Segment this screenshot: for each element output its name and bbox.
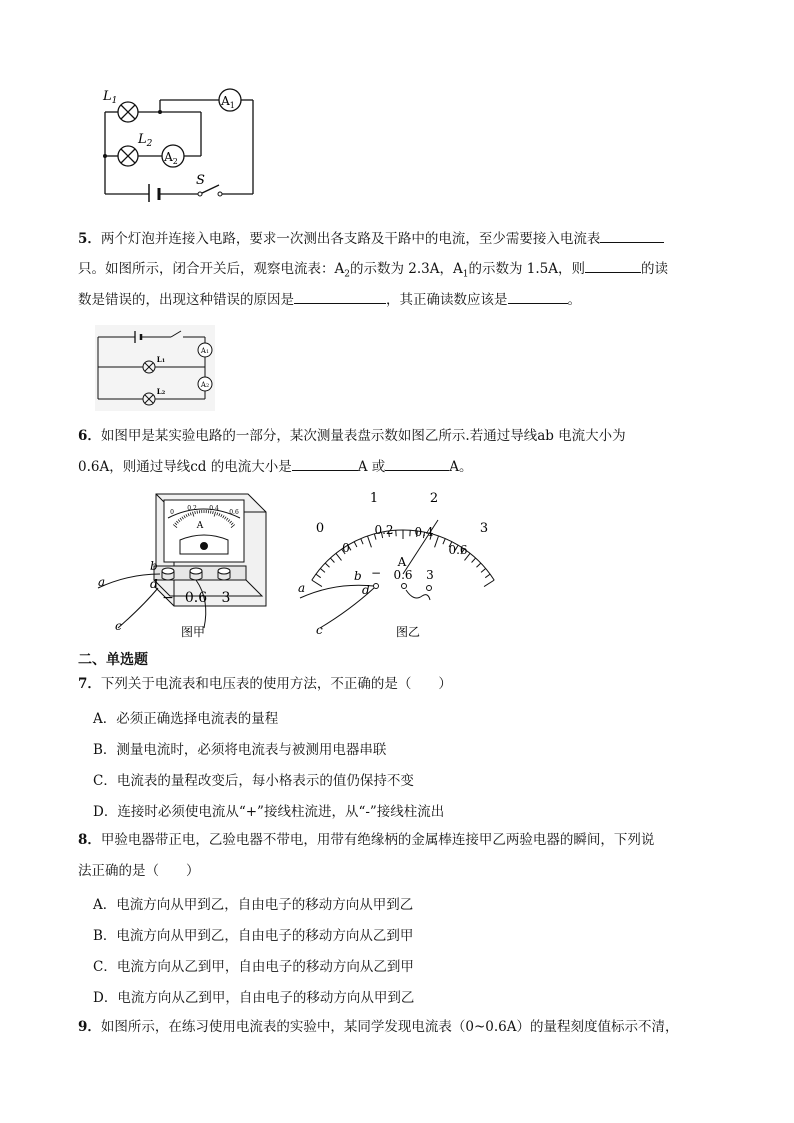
scale-tick [435, 536, 439, 547]
q5-blank-1[interactable] [600, 228, 664, 243]
ammeter-device-figure [88, 488, 278, 640]
q7-option-a[interactable]: A．必须正确选择电流表的量程 [93, 711, 279, 727]
q5-text-2: 只。如图所示，闭合开关后，观察电流表：A [78, 261, 345, 277]
svg-text:0: 0 [342, 541, 350, 555]
svg-text:a: a [98, 575, 106, 589]
q8-option-d[interactable]: D．电流方向从乙到甲，自由电子的移动方向从甲到乙 [93, 990, 415, 1006]
scale-tick [354, 542, 357, 547]
svg-text:d: d [150, 577, 158, 591]
dial-tick [197, 511, 198, 514]
q5-text-6: 数是错误的，出现这种错误的原因是 [78, 292, 294, 308]
scale-tick [361, 539, 363, 545]
q9-number: 9． [78, 1019, 101, 1035]
q7-option-c[interactable]: C．电流表的量程改变后，每小格表示的值仍保持不变 [93, 773, 414, 789]
q6-blank-1[interactable] [292, 456, 358, 471]
q7-option-d[interactable]: D．连接时必须使电流从“+”接线柱流进，从“-”接线柱流出 [93, 804, 445, 820]
svg-text:−: − [370, 566, 382, 580]
q5-blank-3[interactable] [294, 289, 386, 304]
scale-tick [367, 536, 371, 547]
scale-tick [485, 574, 490, 578]
svg-text:0.4: 0.4 [414, 525, 434, 539]
svg-text:3: 3 [426, 568, 434, 582]
q5-line1 [78, 228, 664, 249]
q7-number: 7． [78, 676, 101, 692]
q5-line2: 只。如图所示，闭合开关后，观察电流表：$A_2$的示数为 2.3A，$A_1$的示数为 1.5A，则 的读 [78, 258, 668, 285]
label-l1: $L_1$ [103, 89, 118, 106]
svg-text:0.6: 0.6 [229, 509, 239, 516]
scale-tick [476, 563, 480, 567]
svg-text:d: d [362, 583, 370, 597]
svg-text:0.2: 0.2 [187, 505, 197, 512]
q5-blank-2[interactable] [585, 258, 641, 273]
svg-text:A: A [397, 555, 407, 569]
svg-text:0.2: 0.2 [374, 523, 394, 537]
q6-text-1: 如图甲是某实验电路的一部分，某次测量表盘示数如图乙所示.若通过导线ab 电流大小为 [100, 428, 626, 444]
q6-text-4: A。 [449, 459, 473, 475]
scale-tick [325, 563, 329, 567]
circuit-figure-2 [95, 325, 215, 411]
scale-tick [316, 574, 321, 578]
q6-number: 6． [78, 428, 101, 444]
svg-text:b: b [150, 559, 158, 573]
q5-text-4: 的示数为 1.5A，则 [468, 261, 585, 277]
svg-text:0.6: 0.6 [393, 568, 413, 582]
svg-text:3: 3 [479, 521, 489, 536]
q5-line3 [78, 289, 581, 310]
q8-option-b[interactable]: B．电流方向从甲到乙，自由电子的移动方向从乙到甲 [93, 928, 414, 944]
svg-text:a: a [298, 581, 306, 595]
q6-line1 [78, 426, 626, 446]
q8-option-c[interactable]: C．电流方向从乙到甲，自由电子的移动方向从乙到甲 [93, 959, 414, 975]
q5-text-5: 的读 [641, 261, 668, 277]
scale-tick [481, 568, 486, 572]
q6-text-3: A 或 [357, 459, 386, 475]
q8-number: 8． [78, 832, 101, 848]
scale-tick [336, 553, 342, 560]
svg-text:A: A [196, 521, 204, 531]
svg-text:c: c [316, 623, 323, 637]
q6-text-2: 0.6A，则通过导线cd 的电流大小是 [78, 459, 292, 475]
svg-text:b: b [354, 569, 362, 583]
caption-fig-a: 图甲 [180, 625, 206, 639]
svg-text:L2: L2 [156, 387, 166, 396]
scale-tick [484, 580, 494, 586]
ammeter-scale-figure [290, 488, 500, 640]
svg-text:1: 1 [369, 491, 379, 506]
q8-stem-line1: 8．甲验电器带正电，乙验电器不带电，用带有绝缘柄的金属棒连接甲乙两验电器的瞬间，下列说 [78, 832, 655, 848]
q9-stem: 9．如图所示，在练习使用电流表的实验中，某同学发现电流表（0~0.6A）的量程刻度值标示不清， [78, 1019, 679, 1035]
svg-text:A2: A2 [200, 381, 210, 389]
scale-tick [312, 580, 322, 586]
q8-stem-line2: 法正确的是（ ） [78, 863, 200, 879]
svg-text:0.6: 0.6 [184, 590, 208, 606]
q7-option-b[interactable]: B．测量电流时，必须将电流表与被测用电器串联 [93, 742, 387, 758]
svg-text:0: 0 [170, 509, 174, 516]
q8-option-a[interactable]: A．电流方向从甲到乙，自由电子的移动方向从甲到乙 [93, 897, 414, 913]
svg-text:−: − [162, 590, 174, 606]
svg-text:0: 0 [315, 521, 325, 536]
scale-tick [320, 568, 325, 572]
q5-blank-4[interactable] [508, 289, 568, 304]
scale-tick [472, 558, 476, 562]
q5-text-1: 两个灯泡并连接入电路，要求一次测出各支路及干路中的电流，至少需要接入电流表 [100, 231, 601, 247]
caption-fig-b: 图乙 [395, 625, 421, 639]
svg-text:c: c [115, 619, 122, 633]
q6-blank-2[interactable] [385, 456, 449, 471]
section-heading: 二、单选题 [78, 652, 148, 668]
svg-text:0.4: 0.4 [209, 505, 219, 512]
q5-text-3: 的示数为 2.3A，A [349, 261, 463, 277]
label-s: S [196, 173, 205, 188]
svg-text:A1: A1 [200, 347, 210, 355]
label-l2: $L_2$ [138, 132, 153, 149]
label-a2: $A_2$ [164, 150, 178, 166]
scale-tick [443, 539, 445, 545]
svg-text:3: 3 [221, 590, 231, 606]
svg-text:L1: L1 [156, 355, 166, 364]
scale-tick [330, 558, 334, 562]
q5-text-8: 。 [567, 292, 581, 308]
label-a1: $A_1$ [221, 94, 235, 110]
q5-text-7: ，其正确读数应该是 [386, 292, 508, 308]
q7-stem: 7．下列关于电流表和电压表的使用方法，不正确的是（ ） [78, 676, 452, 692]
svg-text:2: 2 [429, 491, 439, 506]
q6-line2 [78, 456, 473, 477]
q5-number: 5． [78, 231, 101, 247]
svg-text:0.6: 0.6 [448, 543, 468, 557]
circuit-figure-1 [95, 82, 265, 202]
